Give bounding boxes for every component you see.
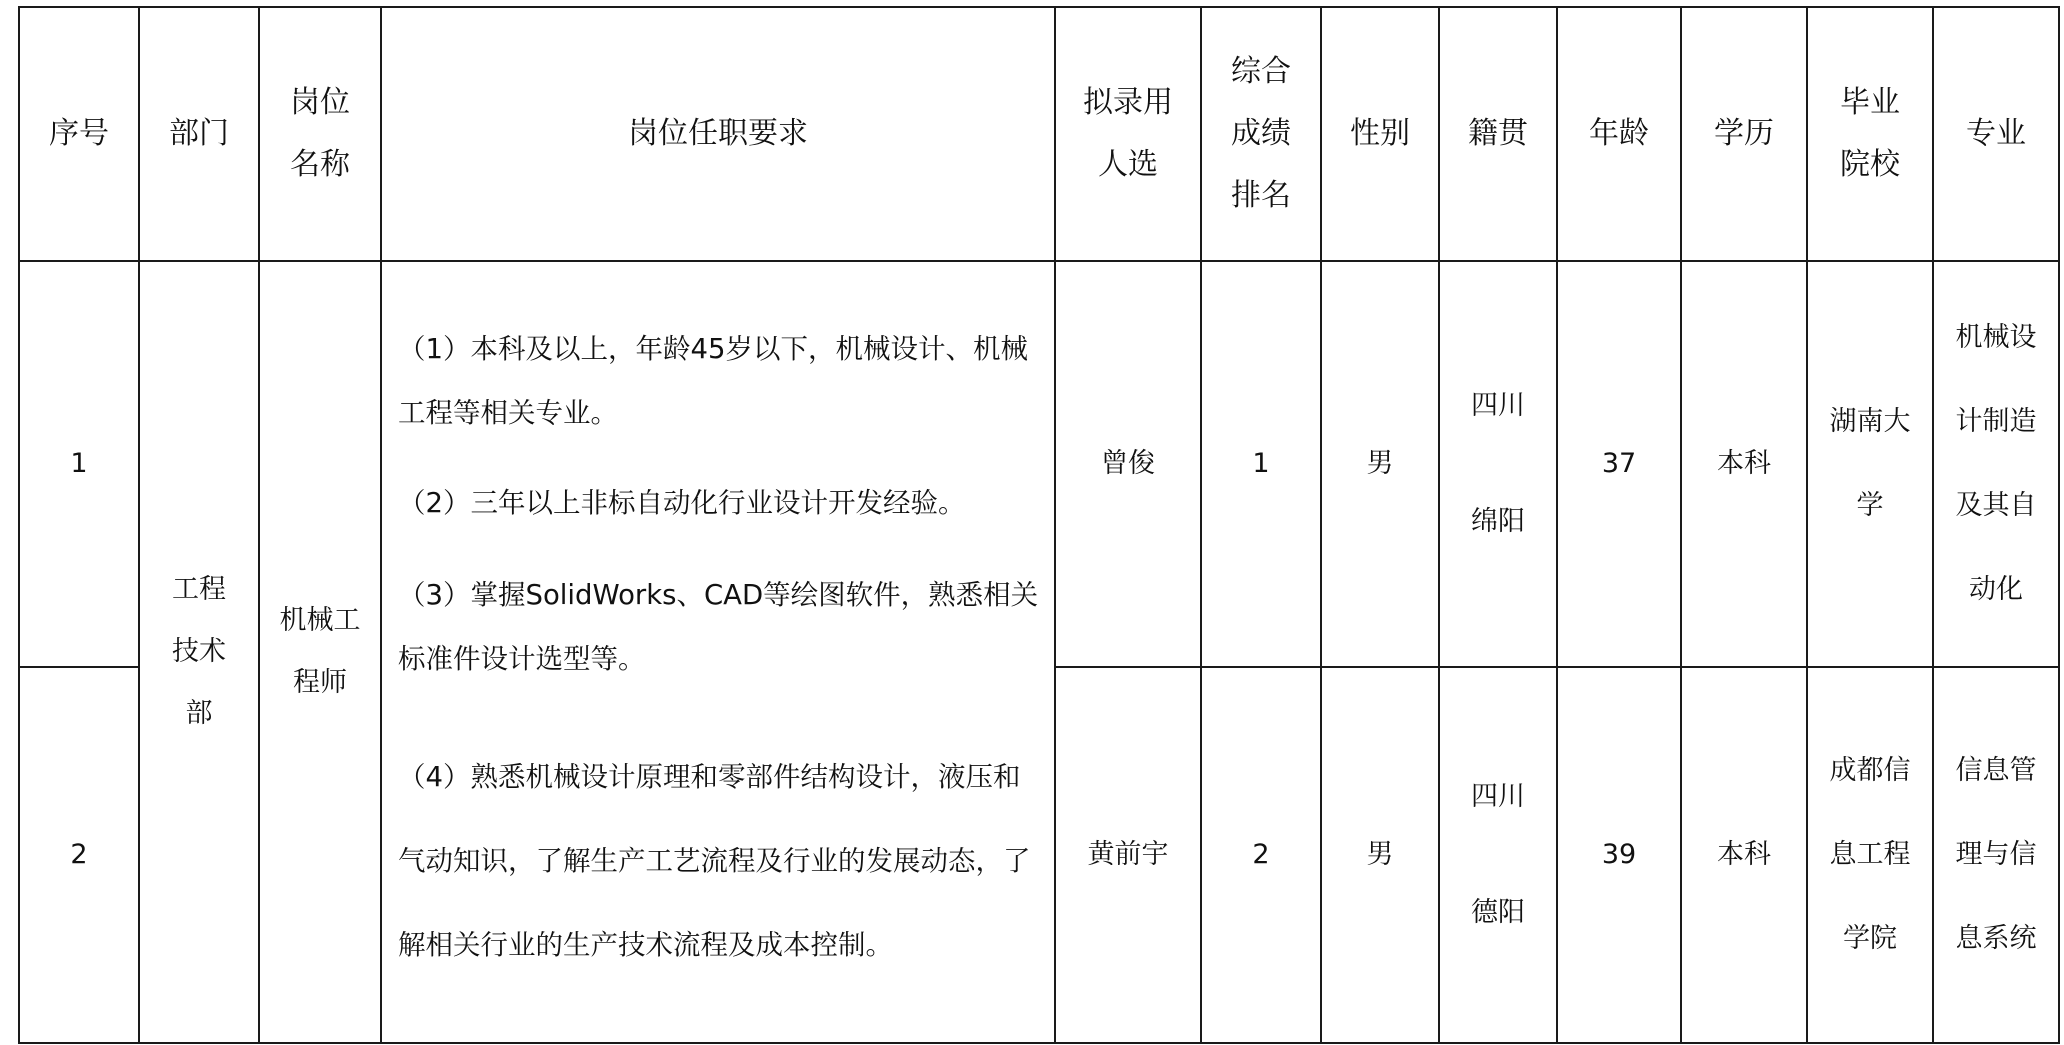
requirement-2: （2）三年以上非标自动化行业设计开发经验。 <box>398 487 966 519</box>
row2-gender: 男 <box>1321 667 1439 1043</box>
row1-education: 本科 <box>1681 261 1807 667</box>
header-position: 岗位 名称 <box>259 7 381 261</box>
row1-school: 湖南大 学 <box>1807 261 1933 667</box>
row2-education: 本科 <box>1681 667 1807 1043</box>
row1-rank: 1 <box>1201 261 1321 667</box>
row2-school: 成都信 息工程 学院 <box>1807 667 1933 1043</box>
row1-age: 37 <box>1557 261 1681 667</box>
header-school: 毕业 院校 <box>1807 7 1933 261</box>
hiring-table <box>18 6 2060 1044</box>
row2-major: 信息管 理与信 息系统 <box>1933 667 2059 1043</box>
header-rank: 综合 成绩 排名 <box>1201 7 1321 261</box>
requirements-cell <box>381 261 1055 1043</box>
requirement-4: （4）熟悉机械设计原理和零部件结构设计，液压和气动知识，了解生产工艺流程及行业的发展动态，了解相关行业的生产技术流程及成本控制。 <box>398 761 1031 961</box>
row1-origin: 四川 绵阳 <box>1439 261 1557 667</box>
requirement-3: （3）掌握SolidWorks、CAD等绘图软件，熟悉相关标准件设计选型等。 <box>398 579 1039 675</box>
header-seq: 序号 <box>19 7 139 261</box>
header-candidate: 拟录用 人选 <box>1055 7 1201 261</box>
department-cell: 工程 技术 部 <box>139 261 259 1043</box>
row1-gender: 男 <box>1321 261 1439 667</box>
header-requirements: 岗位任职要求 <box>381 7 1055 261</box>
header-gender: 性别 <box>1321 7 1439 261</box>
header-origin: 籍贯 <box>1439 7 1557 261</box>
header-row <box>19 7 2059 261</box>
row2-age: 39 <box>1557 667 1681 1043</box>
row2-rank: 2 <box>1201 667 1321 1043</box>
row1-seq: 1 <box>19 261 139 667</box>
row1-candidate: 曾俊 <box>1055 261 1201 667</box>
row1-major: 机械设 计制造 及其自 动化 <box>1933 261 2059 667</box>
row2-seq: 2 <box>19 667 139 1043</box>
table-row <box>19 261 2059 667</box>
row2-origin: 四川 德阳 <box>1439 667 1557 1043</box>
header-age: 年龄 <box>1557 7 1681 261</box>
header-education: 学历 <box>1681 7 1807 261</box>
row2-candidate: 黄前宇 <box>1055 667 1201 1043</box>
position-cell: 机械工 程师 <box>259 261 381 1043</box>
header-major: 专业 <box>1933 7 2059 261</box>
header-dept: 部门 <box>139 7 259 261</box>
requirement-1: （1）本科及以上，年龄45岁以下，机械设计、机械工程等相关专业。 <box>398 333 1028 429</box>
